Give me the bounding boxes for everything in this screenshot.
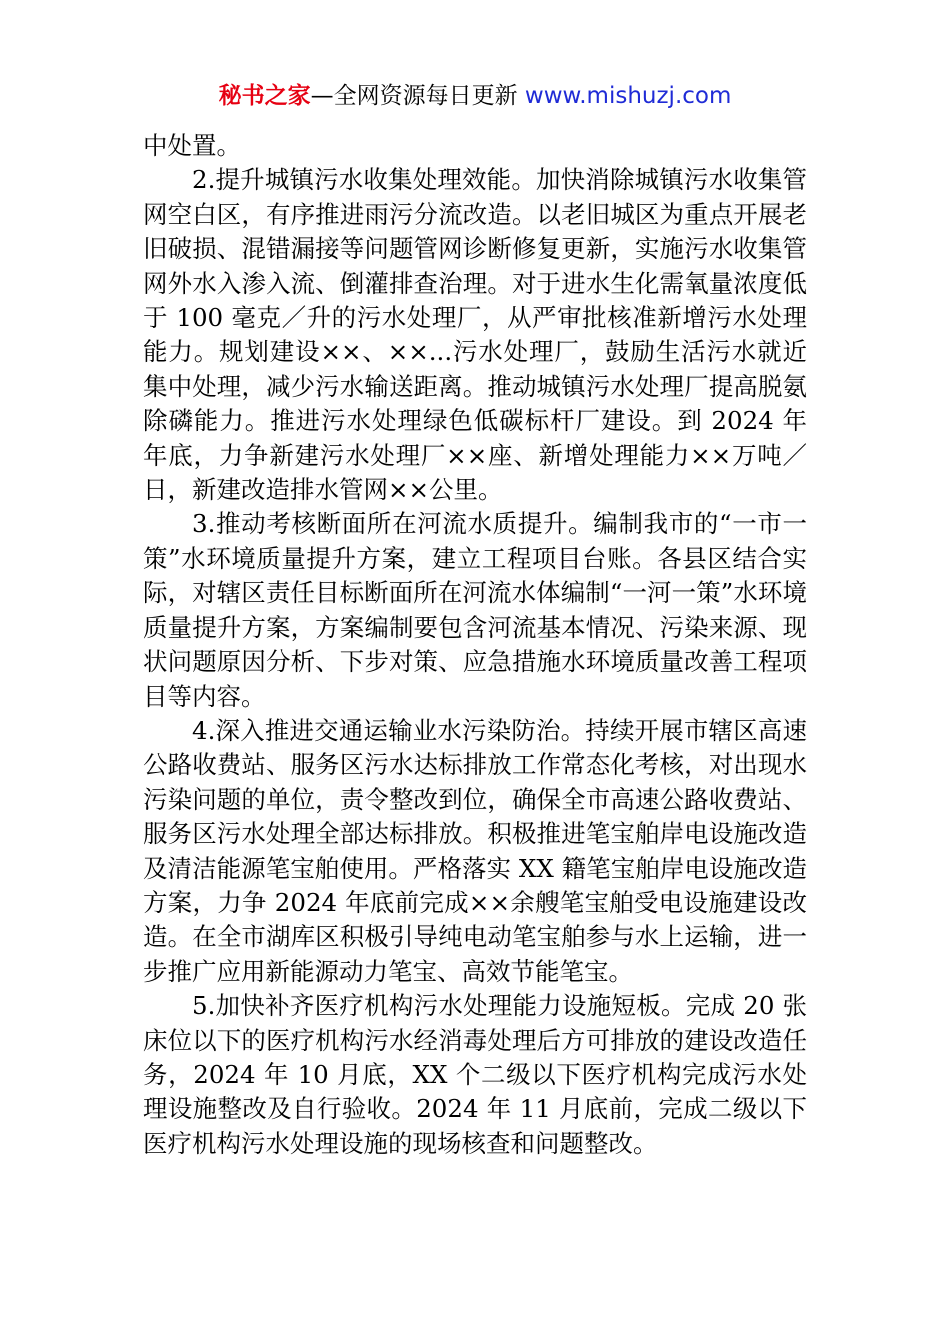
paragraph-item-5: 5.加快补齐医疗机构污水处理能力设施短板。完成 20 张床位以下的医疗机构污水经消毒处理后方可排放的建设改造任务，2024 年 10 月底，XX 个二级以下医疗机构完成污水处理设施整改及自行验收。2024 年 11 月底前，完成二级以下医疗机构污水处理设施的现场核查和问题整改。 [143, 991, 807, 1158]
site-tagline: —全网资源每日更新 [310, 83, 525, 109]
paragraph-item-4: 4.深入推进交通运输业水污染防治。持续开展市辖区高速公路收费站、服务区污水达标排放工作常态化考核，对出现水污染问题的单位，责令整改到位，确保全市高速公路收费站、服务区污水处理全部达标排放。积极推进笔宝舶岸电设施改造及清洁能源笔宝舶使用。严格落实 XX 籍笔宝舶岸电设施改造方案，力争 2024 年底前完成××余艘笔宝舶受电设施建设改造。在全市湖库区积极引导纯电动笔宝舶参与水上运输，进一步推广应用新能源动力笔宝、高效节能笔宝。 [143, 715, 807, 986]
document-body [143, 129, 807, 1161]
paragraph-item-2: 2.提升城镇污水收集处理效能。加快消除城镇污水收集管网空白区，有序推进雨污分流改造。以老旧城区为重点开展老旧破损、混错漏接等问题管网诊断修复更新，实施污水收集管网外水入渗入流、倒灌排查治理。对于进水生化需氧量浓度低于 100 毫克／升的污水处理厂，从严审批核准新增污水处理能力。规划建设××、××...污水处理厂，鼓励生活污水就近集中处理，减少污水输送距离。推动城镇污水处理厂提高脱氨除磷能力。推进污水处理绿色低碳标杆厂建设。到 2024 年年底，力争新建污水处理厂××座、新增处理能力××万吨／日，新建改造排水管网××公里。 [143, 165, 807, 505]
paragraph-item-3: 3.推动考核断面所在河流水质提升。编制我市的“一市一策”水环境质量提升方案，建立工程项目台账。各县区结合实际，对辖区责任目标断面所在河流水体编制“一河一策”水环境质量提升方案，方案编制要包含河流基本情况、污染来源、现状问题原因分析、下步对策、应急措施水环境质量改善工程项目等内容。 [143, 509, 807, 711]
site-brand: 秘书之家 [218, 83, 311, 109]
site-url-link[interactable]: www.mishuzj.com [524, 83, 732, 109]
site-header [0, 80, 950, 112]
paragraph-continuation: 中处置。 [143, 131, 241, 160]
